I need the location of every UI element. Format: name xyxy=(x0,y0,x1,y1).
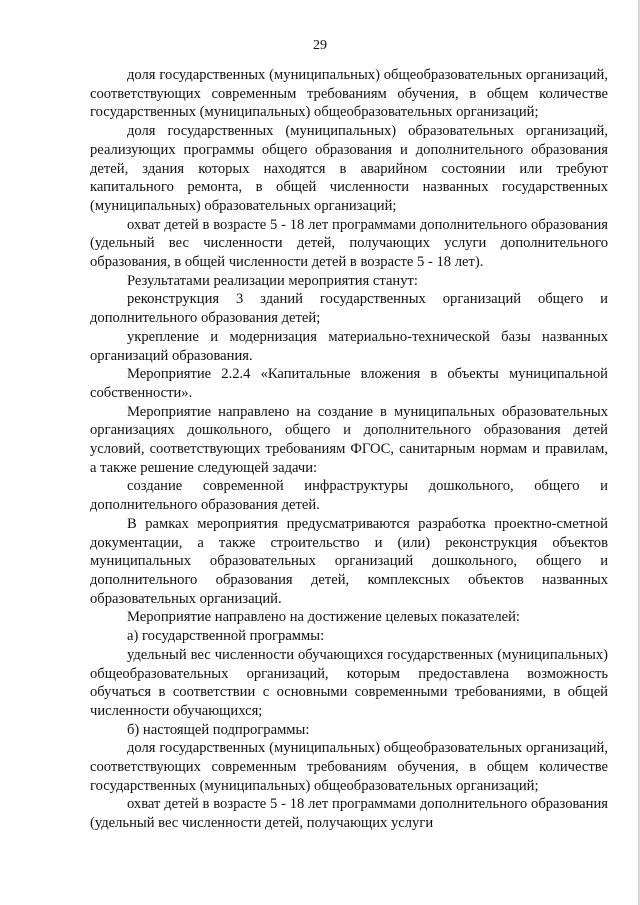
paragraph-share-students: удельный вес численности обучающихся государственных (муниципальных) общеобразовательных организаций, которым предоставлена возможность обучаться в соответствии с основными современными требованиями, в общей численности обучающихся; xyxy=(90,646,608,719)
paragraph-item-a: а) государственной программы: xyxy=(127,628,325,645)
paragraph-item-b: б) настоящей подпрограммы: xyxy=(127,721,310,738)
paragraph-strengthening: укрепление и модернизация материально-технической базы названных организаций образования. xyxy=(90,328,608,364)
paragraph-coverage-continued: охват детей в возрасте 5 - 18 лет программами дополнительного образования (удельный вес численности детей, получающих услуги xyxy=(90,796,608,832)
document-body xyxy=(90,66,608,833)
paragraph-reconstruction: реконструкция 3 зданий государственных организаций общего и дополнительного образования детей; xyxy=(90,291,608,327)
paragraph-coverage-additional-education: охват детей в возрасте 5 - 18 лет программами дополнительного образования (удельный вес численности детей, получающих услуги дополнительного образования, в общей численности детей в возрасте 5 - 18 лет). xyxy=(90,216,608,271)
paragraph-share-modern-requirements: доля государственных (муниципальных) общеобразовательных организаций, соответствующих современным требованиям обучения, в общем количестве государственных (муниципальных) общеобразовательных организаций; xyxy=(90,67,608,121)
paragraph-share-modern-requirements-repeat: доля государственных (муниципальных) общеобразовательных организаций, соответствующих современным требованиям обучения, в общем количестве государственных (муниципальных) общеобразовательных организаций; xyxy=(90,740,608,794)
paragraph-design-construction: В рамках мероприятия предусматриваются разработка проектно-сметной документации, а также строительство и (или) реконструкция объектов муниципальных образовательных организаций дошкольного, общего и дополнительного образования детей, комплексных объектов названных образовательных организаций. xyxy=(90,515,608,607)
paragraph-target-indicators: Мероприятие направлено на достижение целевых показателей: xyxy=(127,609,520,626)
page-number: 29 xyxy=(313,38,327,53)
paragraph-measure-aim: Мероприятие направлено на создание в муниципальных образовательных организациях дошкольного, общего и дополнительного образования детей условий, соответствующих требованиям ФГОС, санитарным нормам и правилам, а также решение следующей задачи: xyxy=(90,403,608,476)
paragraph-results-intro: Результатами реализации мероприятия станут: xyxy=(127,272,418,289)
paragraph-infrastructure: создание современной инфраструктуры дошкольного, общего и дополнительного образования детей. xyxy=(90,478,608,514)
paragraph-share-emergency-buildings: доля государственных (муниципальных) образовательных организаций, реализующих программы общего образования и дополнительного образования детей, здания которых находятся в аварийном состоянии или требуют капитального ремонта, в общей численности названных государственных (муниципальных) образовательных организаций; xyxy=(90,123,608,214)
paragraph-measure-2-2-4: Мероприятие 2.2.4 «Капитальные вложения в объекты муниципальной собственности». xyxy=(90,366,608,401)
